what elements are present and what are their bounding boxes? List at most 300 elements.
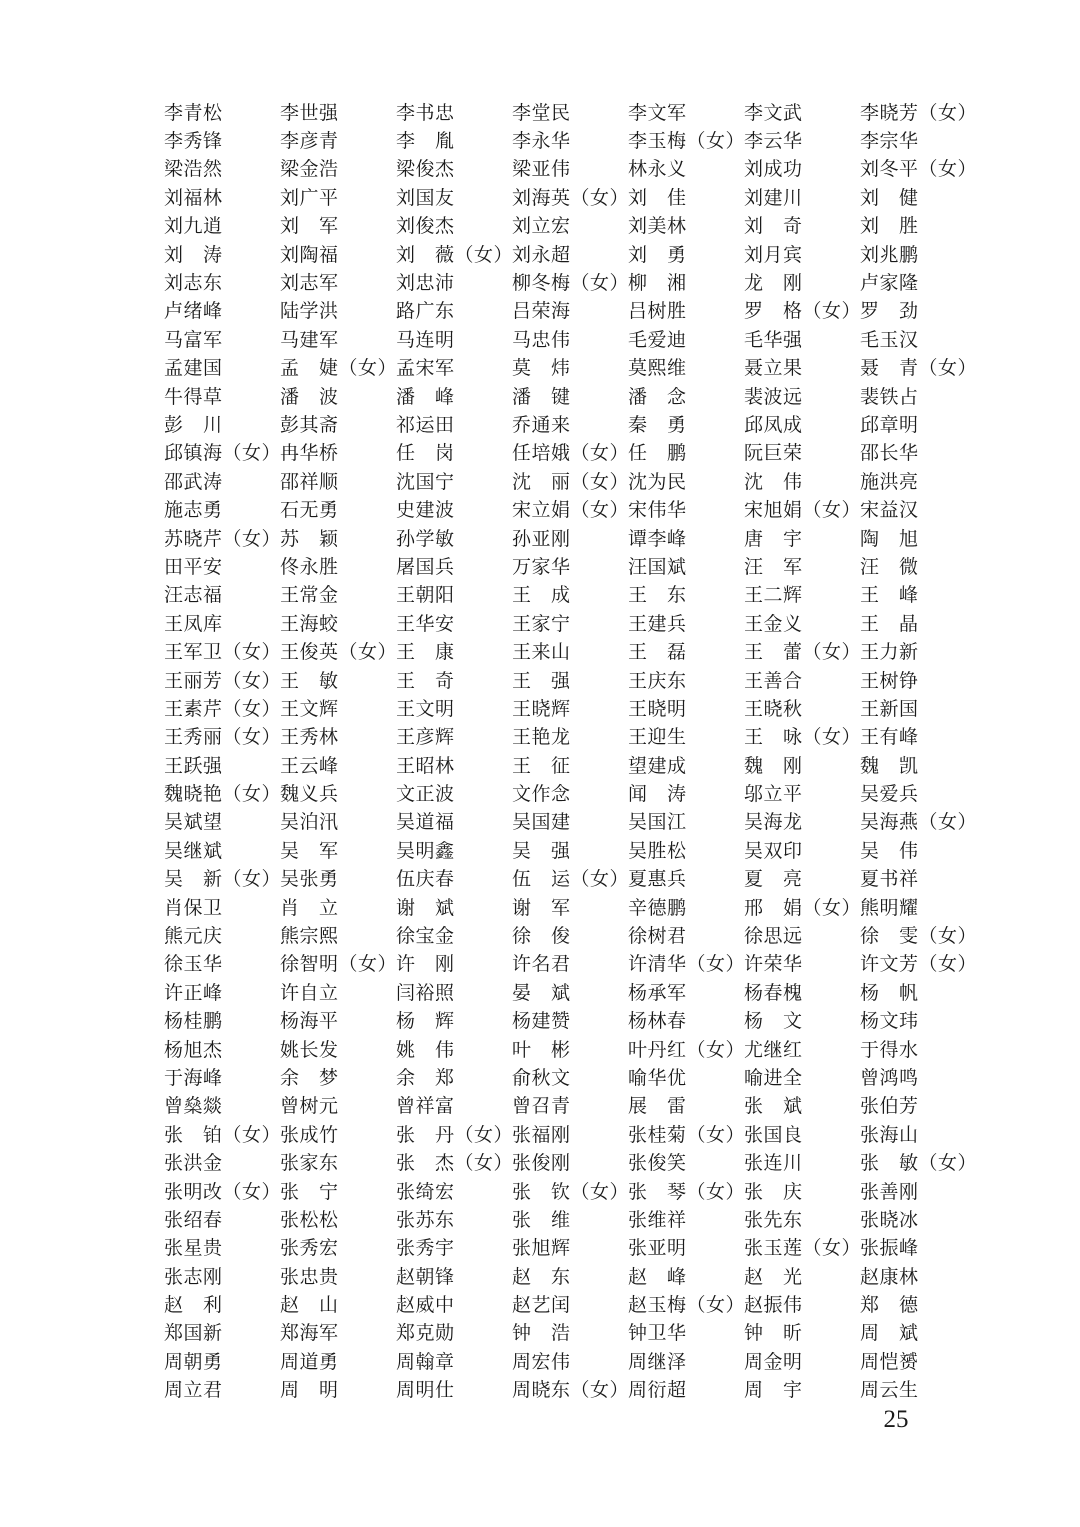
name-entry: 徐思远 [744,925,803,948]
name-entry: 王善合 [744,669,803,692]
name-entry: 马忠伟 [512,328,571,351]
name-row [164,807,976,835]
name-entry: 刘冬平（女） [860,158,978,181]
name-entry: 李永华 [512,130,571,153]
name-entry: 梁亚伟 [512,158,571,181]
name-entry: 张 维 [512,1208,571,1231]
name-entry: 赵 东 [512,1265,571,1288]
name-entry: 望建成 [628,754,687,777]
name-entry: 孙学敏 [396,527,455,550]
name-entry: 汪 军 [744,555,803,578]
name-row [164,1006,976,1034]
name-entry: 周继泽 [628,1350,687,1373]
name-entry: 李青松 [164,101,223,124]
name-entry: 张苏东 [396,1208,455,1231]
name-entry: 赵朝锋 [396,1265,455,1288]
name-entry: 王 征 [512,754,571,777]
name-entry: 刘 勇 [628,243,687,266]
name-entry: 张 铂（女） [164,1123,282,1146]
name-entry: 熊元庆 [164,925,223,948]
name-entry: 邱凤成 [744,413,803,436]
name-entry: 张秀宇 [396,1237,455,1260]
name-entry: 王新国 [860,697,919,720]
name-entry: 吴斌望 [164,811,223,834]
name-entry: 周立君 [164,1379,223,1402]
name-entry: 张绮宏 [396,1180,455,1203]
name-row [164,892,976,920]
name-entry: 钟 昕 [744,1322,803,1345]
name-entry: 展 雷 [628,1095,687,1118]
name-entry: 汪志福 [164,584,223,607]
name-entry: 刘立宏 [512,215,571,238]
name-entry: 周 宇 [744,1379,803,1402]
name-row [164,1289,976,1317]
name-entry: 邵武涛 [164,470,223,493]
name-entry: 叶丹红（女） [628,1038,746,1061]
name-row [164,409,976,437]
name-entry: 姚 伟 [396,1038,455,1061]
name-entry: 张绍春 [164,1208,223,1231]
name-entry: 张旭辉 [512,1237,571,1260]
name-row [164,864,976,892]
name-entry: 李秀锋 [164,130,223,153]
name-entry: 王力新 [860,641,919,664]
name-entry: 许文芳（女） [860,953,978,976]
name-entry: 张先东 [744,1208,803,1231]
name-entry: 聂立果 [744,357,803,380]
name-entry: 王文辉 [280,697,339,720]
name-entry: 屠国兵 [396,555,455,578]
name-entry: 刘 奇 [744,215,803,238]
name-entry: 张忠贵 [280,1265,339,1288]
name-entry: 张 斌 [744,1095,803,1118]
name-entry: 刘俊杰 [396,215,455,238]
name-row [164,551,976,579]
name-entry: 宋益汉 [860,499,919,522]
name-entry: 徐智明（女） [280,953,398,976]
name-entry: 徐树君 [628,925,687,948]
name-entry: 张秀宏 [280,1237,339,1260]
name-row [164,1034,976,1062]
name-entry: 陶 旭 [860,527,919,550]
name-entry: 史建波 [396,499,455,522]
name-row [164,1091,976,1119]
name-entry: 吴胜松 [628,839,687,862]
name-entry: 张 庆 [744,1180,803,1203]
name-entry: 王云峰 [280,754,339,777]
name-entry: 潘 键 [512,385,571,408]
name-entry: 刘陶福 [280,243,339,266]
name-entry: 赵玉梅（女） [628,1294,746,1317]
name-entry: 吴明鑫 [396,839,455,862]
name-entry: 周恺赟 [860,1350,919,1373]
name-entry: 徐玉华 [164,953,223,976]
name-entry: 杨文玮 [860,1010,919,1033]
name-entry: 乔通来 [512,413,571,436]
name-row [164,438,976,466]
name-row [164,1147,976,1175]
name-entry: 吴爱兵 [860,783,919,806]
name-entry: 辛德鹏 [628,896,687,919]
name-entry: 赵振伟 [744,1294,803,1317]
name-entry: 宋旭娟（女） [744,499,862,522]
name-entry: 邵祥顺 [280,470,339,493]
name-entry: 佟永胜 [280,555,339,578]
name-entry: 王俊英（女） [280,641,398,664]
name-entry: 施志勇 [164,499,223,522]
name-entry: 张松松 [280,1208,339,1231]
name-entry: 任 鹏 [628,442,687,465]
name-row [164,296,976,324]
name-entry: 赵 山 [280,1294,339,1317]
name-entry: 李世强 [280,101,339,124]
name-entry: 刘志军 [280,272,339,295]
name-entry: 晏 斌 [512,981,571,1004]
name-entry: 肖保卫 [164,896,223,919]
name-entry: 魏 刚 [744,754,803,777]
name-entry: 王 咏（女） [744,726,862,749]
name-entry: 刘海英（女） [512,186,630,209]
name-row [164,1176,976,1204]
name-entry: 杨林春 [628,1010,687,1033]
name-entry: 夏 亮 [744,868,803,891]
name-entry: 孟 婕（女） [280,357,398,380]
name-entry: 周翰章 [396,1350,455,1373]
name-entry: 余 梦 [280,1066,339,1089]
name-entry: 王常金 [280,584,339,607]
name-entry: 毛爱迪 [628,328,687,351]
name-entry: 王家宁 [512,612,571,635]
name-entry: 吴 强 [512,839,571,862]
name-entry: 田平安 [164,555,223,578]
name-entry: 徐宝金 [396,925,455,948]
name-entry: 梁金浩 [280,158,339,181]
name-row [164,523,976,551]
name-row [164,125,976,153]
name-entry: 刘月宾 [744,243,803,266]
name-entry: 汪国斌 [628,555,687,578]
name-entry: 王 奇 [396,669,455,692]
name-entry: 张 宁 [280,1180,339,1203]
name-entry: 张洪金 [164,1152,223,1175]
name-entry: 王 蕾（女） [744,641,862,664]
name-row [164,920,976,948]
name-row [164,239,976,267]
name-entry: 彭 川 [164,413,223,436]
name-entry: 刘 胜 [860,215,919,238]
name-entry: 谢 军 [512,896,571,919]
name-entry: 于得水 [860,1038,919,1061]
name-entry: 刘 佳 [628,186,687,209]
name-entry: 张亚明 [628,1237,687,1260]
name-entry: 张俊刚 [512,1152,571,1175]
name-entry: 王来山 [512,641,571,664]
name-entry: 郑克勋 [396,1322,455,1345]
name-entry: 冉华桥 [280,442,339,465]
name-entry: 刘 涛 [164,243,223,266]
name-entry: 邵长华 [860,442,919,465]
name-entry: 沈国宁 [396,470,455,493]
name-entry: 潘 峰 [396,385,455,408]
name-entry: 李文军 [628,101,687,124]
name-entry: 王晓秋 [744,697,803,720]
name-entry: 刘成功 [744,158,803,181]
name-entry: 阮巨荣 [744,442,803,465]
name-row [164,1233,976,1261]
name-entry: 许清华（女） [628,953,746,976]
name-row [164,211,976,239]
name-entry: 王军卫（女） [164,641,282,664]
name-entry: 李玉梅（女） [628,130,746,153]
name-entry: 王昭林 [396,754,455,777]
name-entry: 周衍超 [628,1379,687,1402]
name-entry: 郑国新 [164,1322,223,1345]
name-entry: 熊明耀 [860,896,919,919]
name-entry: 龙 刚 [744,272,803,295]
name-entry: 闻 涛 [628,783,687,806]
name-entry: 张福刚 [512,1123,571,1146]
name-entry: 宋伟华 [628,499,687,522]
name-entry: 张成竹 [280,1123,339,1146]
name-row [164,466,976,494]
name-entry: 沈为民 [628,470,687,493]
name-entry: 柳 湘 [628,272,687,295]
name-entry: 梁俊杰 [396,158,455,181]
name-entry: 李 胤 [396,130,455,153]
name-entry: 马连明 [396,328,455,351]
name-entry: 吴国建 [512,811,571,834]
name-entry: 张善刚 [860,1180,919,1203]
name-entry: 魏晓艳（女） [164,783,282,806]
name-entry: 张 钦（女） [512,1180,630,1203]
name-row [164,636,976,664]
name-entry: 文作念 [512,783,571,806]
name-entry: 张 杰（女） [396,1152,514,1175]
name-entry: 曾燊燚 [164,1095,223,1118]
name-entry: 柳冬梅（女） [512,272,630,295]
name-entry: 刘忠沛 [396,272,455,295]
name-list [164,97,976,1403]
name-entry: 张伯芳 [860,1095,919,1118]
name-entry: 刘美林 [628,215,687,238]
name-row [164,381,976,409]
name-entry: 李书忠 [396,101,455,124]
name-entry: 许 刚 [396,953,455,976]
name-entry: 张海山 [860,1123,919,1146]
name-entry: 周明仕 [396,1379,455,1402]
name-entry: 孟宋军 [396,357,455,380]
name-entry: 谢 斌 [396,896,455,919]
name-row [164,97,976,125]
name-entry: 王二辉 [744,584,803,607]
name-row [164,1062,976,1090]
name-entry: 赵艺闰 [512,1294,571,1317]
name-entry: 闫裕照 [396,981,455,1004]
name-entry: 刘永超 [512,243,571,266]
name-entry: 肖 立 [280,896,339,919]
name-entry: 王彦辉 [396,726,455,749]
name-entry: 王 晶 [860,612,919,635]
name-entry: 唐 宇 [744,527,803,550]
name-entry: 苏晓芹（女） [164,527,282,550]
name-entry: 杨 帆 [860,981,919,1004]
name-row [164,1375,976,1403]
name-entry: 刘福林 [164,186,223,209]
name-row [164,750,976,778]
name-entry: 路广东 [396,300,455,323]
name-entry: 王秀丽（女） [164,726,282,749]
name-entry: 王 敏 [280,669,339,692]
name-row [164,1261,976,1289]
name-entry: 牛得草 [164,385,223,408]
name-entry: 沈 伟 [744,470,803,493]
name-entry: 宋立娟（女） [512,499,630,522]
name-entry: 刘建川 [744,186,803,209]
name-entry: 周金明 [744,1350,803,1373]
name-entry: 王建兵 [628,612,687,635]
name-entry: 吴海龙 [744,811,803,834]
name-row [164,665,976,693]
name-entry: 钟 浩 [512,1322,571,1345]
name-row [164,1318,976,1346]
name-row [164,977,976,1005]
name-entry: 秦 勇 [628,413,687,436]
name-entry: 曾祥富 [396,1095,455,1118]
name-entry: 杨桂鹏 [164,1010,223,1033]
name-entry: 魏 凯 [860,754,919,777]
name-entry: 王海蛟 [280,612,339,635]
name-entry: 王文明 [396,697,455,720]
name-entry: 刘九逍 [164,215,223,238]
name-entry: 王 强 [512,669,571,692]
name-entry: 王晓明 [628,697,687,720]
name-entry: 陆学洪 [280,300,339,323]
name-entry: 聂 青（女） [860,357,978,380]
name-entry: 王金义 [744,612,803,635]
name-row [164,182,976,210]
name-entry: 施洪亮 [860,470,919,493]
name-row [164,1204,976,1232]
name-entry: 邱章明 [860,413,919,436]
name-row [164,778,976,806]
name-entry: 邱镇海（女） [164,442,282,465]
name-entry: 夏书祥 [860,868,919,891]
name-entry: 周道勇 [280,1350,339,1373]
name-row [164,580,976,608]
name-entry: 张国良 [744,1123,803,1146]
name-entry: 吴 伟 [860,839,919,862]
name-entry: 王秀林 [280,726,339,749]
name-entry: 孟建国 [164,357,223,380]
name-entry: 王迎生 [628,726,687,749]
name-entry: 孙亚刚 [512,527,571,550]
name-entry: 李晓芳（女） [860,101,978,124]
name-entry: 赵威中 [396,1294,455,1317]
name-entry: 周晓东（女） [512,1379,630,1402]
name-entry: 李云华 [744,130,803,153]
name-entry: 任 岗 [396,442,455,465]
name-row [164,835,976,863]
name-entry: 王庆东 [628,669,687,692]
name-entry: 徐 俊 [512,925,571,948]
name-entry: 郑 德 [860,1294,919,1317]
name-entry: 曾树元 [280,1095,339,1118]
name-entry: 张维祥 [628,1208,687,1231]
name-entry: 赵康林 [860,1265,919,1288]
name-entry: 杨春槐 [744,981,803,1004]
name-entry: 王跃强 [164,754,223,777]
name-entry: 邢 娟（女） [744,896,862,919]
name-entry: 周云生 [860,1379,919,1402]
name-entry: 谭李峰 [628,527,687,550]
name-entry: 王 峰 [860,584,919,607]
name-row [164,1346,976,1374]
name-entry: 尤继红 [744,1038,803,1061]
name-entry: 李彦青 [280,130,339,153]
name-entry: 李堂民 [512,101,571,124]
name-entry: 张志刚 [164,1265,223,1288]
name-entry: 彭其斋 [280,413,339,436]
name-entry: 王凤库 [164,612,223,635]
name-entry: 张俊笑 [628,1152,687,1175]
name-entry: 罗 格（女） [744,300,862,323]
name-entry: 张明改（女） [164,1180,282,1203]
name-entry: 王树铮 [860,669,919,692]
name-entry: 刘 健 [860,186,919,209]
name-entry: 杨承军 [628,981,687,1004]
name-entry: 邬立平 [744,783,803,806]
name-entry: 卢家隆 [860,272,919,295]
name-row [164,494,976,522]
name-entry: 王朝阳 [396,584,455,607]
name-entry: 刘 薇（女） [396,243,514,266]
name-entry: 吕树胜 [628,300,687,323]
name-entry: 刘 军 [280,215,339,238]
name-entry: 杨 辉 [396,1010,455,1033]
name-entry: 刘国友 [396,186,455,209]
name-entry: 林永义 [628,158,687,181]
name-entry: 王华安 [396,612,455,635]
name-entry: 于海峰 [164,1066,223,1089]
name-entry: 叶 彬 [512,1038,571,1061]
name-entry: 张玉莲（女） [744,1237,862,1260]
name-entry: 周朝勇 [164,1350,223,1373]
name-entry: 潘 波 [280,385,339,408]
name-entry: 夏惠兵 [628,868,687,891]
name-entry: 魏义兵 [280,783,339,806]
name-row [164,608,976,636]
name-entry: 杨 文 [744,1010,803,1033]
name-entry: 吴张勇 [280,868,339,891]
name-entry: 张星贵 [164,1237,223,1260]
name-entry: 吴国江 [628,811,687,834]
name-entry: 熊宗熙 [280,925,339,948]
name-entry: 刘广平 [280,186,339,209]
name-entry: 许正峰 [164,981,223,1004]
name-entry: 许名君 [512,953,571,976]
name-row [164,324,976,352]
name-entry: 裴铁占 [860,385,919,408]
name-entry: 伍 运（女） [512,868,630,891]
name-entry: 吴海燕（女） [860,811,978,834]
name-entry: 伍庆春 [396,868,455,891]
name-entry: 姚长发 [280,1038,339,1061]
name-entry: 李宗华 [860,130,919,153]
name-entry: 王丽芳（女） [164,669,282,692]
name-entry: 张家东 [280,1152,339,1175]
name-entry: 杨海平 [280,1010,339,1033]
name-entry: 许荣华 [744,953,803,976]
